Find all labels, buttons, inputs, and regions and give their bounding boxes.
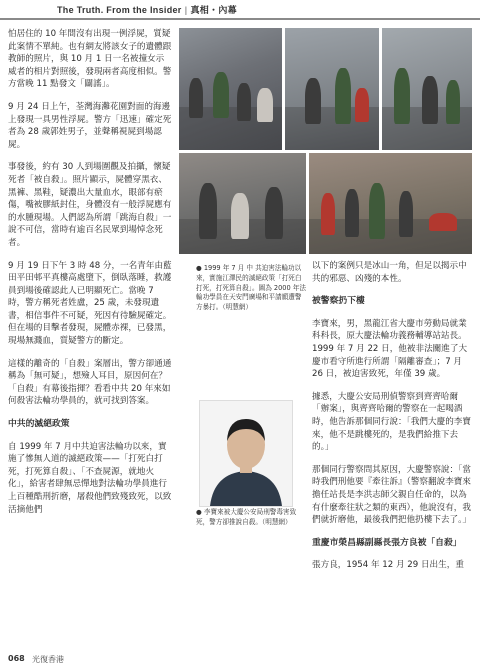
page-footer [0, 650, 480, 670]
photo-police-crowd [309, 153, 472, 254]
photo-figure [355, 88, 369, 122]
magazine-name: 光復香港 [32, 655, 64, 664]
photo-figure [335, 68, 351, 124]
paragraph: 李寶來，男，黑龍江省大慶市勞動局就業科科長，原大慶法輪功義務輔導站站長。1999 年 7 月 22 日，他被非法關進了大慶市看守所進行所謂「隔離審查」；7 月 26 日，被迫害致死，年僅 39 歲。 [312, 318, 468, 380]
photo-figure [399, 191, 413, 237]
paragraph: 據悉，大慶公安局刑偵警察到齊齊哈爾「辦案」，與齊齊哈爾的警察在一起喝酒時，他告訴那個同行說：「我們大慶的李寶來，他不是跳樓死的，是我們給推下去的。」 [312, 391, 471, 453]
photo-police-beating-2 [285, 28, 379, 150]
photo-figure [429, 213, 457, 231]
photo-figure [422, 76, 438, 124]
paragraph: 以下的案例只是冰山一角，但足以揭示中共的邪惡、凶殘的本性。 [312, 261, 467, 284]
paragraph: 事發後，約有 30 人到場圍觀及拍攝，懷疑死者「被自殺」。照片顯示，屍體穿黑衣、黑褲、黑鞋，疑濃出大量血水，眼部有瘀傷，嘴被膠紙封住，身體沒有一般浮屍應有的水腫現場。人們認為所謂「跳海自殺」一說不可信，當時有逾百名民眾到場悼念死者。 [8, 162, 172, 248]
section-heading-extermination-policy: 中共的滅絕政策 [8, 419, 70, 430]
article-column-1 [8, 28, 172, 526]
photo-figure [394, 68, 410, 124]
photo-figure [237, 83, 251, 121]
paragraph: 張方良，1954 年 12 月 29 日出生，重 [312, 560, 464, 571]
photo-figure [199, 183, 217, 239]
header-title-zh: 真相・內幕 [190, 5, 237, 15]
header-rule [0, 18, 480, 20]
page-header [0, 0, 480, 18]
photo-figure [369, 183, 385, 239]
photo-police-beating-3 [382, 28, 472, 150]
section-heading-zhang-fangliang: 重慶市榮昌縣副縣長張方良被「自殺」 [312, 537, 462, 548]
photo-figure [213, 72, 229, 118]
paragraph: 怕居住的 10 年間沒有出現一例浮屍，質疑此案情不單純。也有網友將該女子的遺體跟教師的照片，與 10 月 1 日一名被撞女示威者的相片對照後，發現兩者高度相似。警方當晚 11 點發文「闢謠」。 [8, 29, 172, 90]
header-separator: | [184, 5, 188, 15]
paragraph: 9 月 24 日上午，荃灣海灘花園對面的海邊上發現一具男性浮屍。警方「迅速」確定死者為 28 歲郭姓男子，並聲稱視屍到場認屍。 [8, 101, 172, 150]
portrait-illustration [200, 401, 292, 506]
article-column-3 [312, 260, 472, 582]
paragraph: 9 月 19 日下午 3 時 48 分，一名青年由藍田平田邨平真樓高處墮下，倒臥落睡，救護員到場後確認此人已明顯死亡。當晚 7 時，警方稱死者姓盧，25 歲，未發現遺書，相信事件不可疑，死因有待驗屍確定。但在場的目擊者發現，屍體赤裸，已發黑，現場無濺血，質疑警方的斷定。 [8, 260, 172, 347]
paragraph: 那個同行警察問其原因，大慶警察說：「當時我們刑他要『牽往訴』（警察翻說李寶來擔任站長是李洪志師父親自任命的，以為有什麼牽往狀之類的東西），他說沒有，我們就折磨他，最後我們把他扔樓下去了。」 [312, 464, 471, 526]
photo-figure [345, 189, 359, 237]
photo-tiananmen-arrest [179, 153, 306, 254]
photo-figure [231, 193, 249, 239]
photo-police-beating-1 [179, 28, 282, 150]
header-title-en: The Truth. From the Insider [57, 5, 182, 15]
page-number: 068 [8, 654, 25, 663]
paragraph: 這樣的離奇的「自殺」案層出，警方卻通通稱為「無可疑」，想殮人耳目，原因何在？「自殺」有幕後指揮？看看中共 20 年來如何殺害法輪功學員的，就可找到答案。 [8, 358, 172, 407]
photo-figure [321, 193, 335, 235]
photo-caption-1: ● 1999 年 7 月 中 共迫害法輪功以來，實施江澤民的滅絕政策「打死白打死，打死算自殺」。圖為 2000 年法輪功學員在天安門廣場和平請願遭警方暴打。（明慧網） [196, 264, 306, 312]
section-heading-thrown-downstairs: 被警察扔下樓 [312, 296, 365, 307]
paragraph: 自 1999 年 7 月中共迫害法輪功以來，實施了慘無人道的滅絕政策——「打死白打死，打死算自殺」、「不查屍源，就地火化」，給害者肆無忌憚地對法輪功學員進行上百種酷刑折磨，屠殺他們致殘致死，以致活摘他們 [8, 441, 172, 515]
photo-figure [265, 187, 283, 239]
photo-figure [305, 78, 321, 124]
photo-figure [189, 78, 203, 118]
portrait-photo [199, 400, 293, 507]
photo-figure [446, 80, 460, 124]
photo-caption-2: ● 李寶來被大慶公安局刑警毒害致死，警方卻推說自殺。（明慧網） [196, 508, 297, 526]
photo-figure [257, 88, 273, 122]
header-title [57, 3, 237, 16]
